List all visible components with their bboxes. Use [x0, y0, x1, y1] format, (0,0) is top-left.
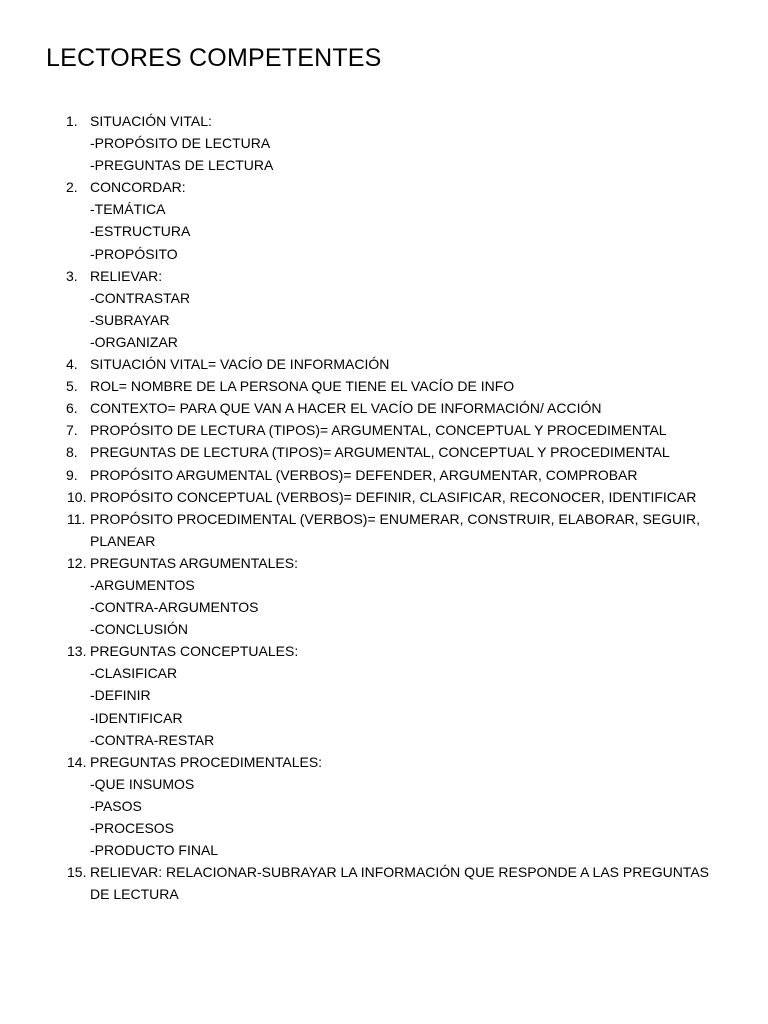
list-item — [0, 441, 768, 463]
list-item-text: RELIEVAR: — [90, 267, 163, 284]
list-subitem: -ARGUMENTOS — [90, 576, 195, 593]
list-item-number: 4. — [66, 356, 78, 373]
list-subitem: -PROCESOS — [90, 820, 175, 836]
list-item — [0, 640, 768, 750]
list-item-number: 15. — [67, 864, 87, 881]
list-item-number: 11. — [67, 510, 86, 527]
list-item-number: 12. — [67, 554, 87, 571]
list-item-number: 5. — [66, 378, 78, 395]
list-item-text: PREGUNTAS PROCEDIMENTALES: — [90, 753, 323, 770]
list-item-text: PROPÓSITO DE LECTURA (TIPOS)= ARGUMENTAL, CONCEPTUAL Y PROCEDIMENTAL — [90, 422, 667, 439]
list-subitem: -CONCLUSIÓN — [90, 621, 189, 638]
numbered-list — [0, 110, 768, 905]
list-item-number: 14. — [67, 753, 87, 770]
list-item — [0, 419, 768, 441]
list-item-text: PROPÓSITO PROCEDIMENTAL (VERBOS)= ENUMERAR, CONSTRUIR, ELABORAR, SEGUIR, PLANEAR — [90, 510, 701, 549]
list-subitem: -CONTRA-ARGUMENTOS — [90, 599, 259, 616]
list-subitem: -IDENTIFICAR — [90, 709, 183, 726]
list-subitem: -CLASIFICAR — [90, 665, 178, 682]
list-item — [0, 176, 768, 264]
list-item — [0, 508, 768, 552]
list-item-text: CONTEXTO= PARA QUE VAN A HACER EL VACÍO DE INFORMACIÓN/ ACCIÓN — [90, 400, 602, 417]
list-subitem: -PROPÓSITO — [90, 245, 178, 262]
list-item-text: PREGUNTAS CONCEPTUALES: — [90, 643, 299, 660]
list-item — [0, 861, 768, 905]
list-item-number: 6. — [66, 400, 78, 417]
list-subitem: -TEMÁTICA — [90, 201, 166, 218]
list-item-number: 3. — [66, 267, 78, 284]
list-item-number: 7. — [66, 422, 78, 439]
list-item-number: 1. — [66, 113, 78, 129]
list-item-text: PROPÓSITO ARGUMENTAL (VERBOS)= DEFENDER, ARGUMENTAR, COMPROBAR — [90, 466, 638, 483]
list-subitem: -PRODUCTO FINAL — [90, 842, 219, 859]
list-item — [0, 397, 768, 419]
list-subitem: -PROPÓSITO DE LECTURA — [90, 135, 271, 152]
list-item — [0, 552, 768, 640]
list-item-number: 10. — [67, 488, 87, 505]
list-item-text: ROL= NOMBRE DE LA PERSONA QUE TIENE EL VACÍO DE INFO — [90, 378, 515, 395]
list-item — [0, 751, 768, 861]
list-subitem: -ORGANIZAR — [90, 333, 178, 350]
list-item-text: PROPÓSITO CONCEPTUAL (VERBOS)= DEFINIR, CLASIFICAR, RECONOCER, IDENTIFICAR — [90, 488, 697, 505]
list-item — [0, 265, 768, 353]
list-subitem: -QUE INSUMOS — [90, 775, 195, 792]
list-item-number: 8. — [66, 444, 78, 461]
list-item-text: CONCORDAR: — [90, 179, 186, 196]
list-item-number: 9. — [66, 466, 78, 483]
list-subitem: -DEFINIR — [90, 687, 151, 704]
list-item-text: PREGUNTAS DE LECTURA (TIPOS)= ARGUMENTAL, CONCEPTUAL Y PROCEDIMENTAL — [90, 444, 670, 461]
list-subitem: -CONTRA-RESTAR — [90, 731, 215, 748]
list-item — [0, 375, 768, 397]
list-item-text: SITUACIÓN VITAL: — [90, 113, 212, 129]
list-subitem: -CONTRASTAR — [90, 289, 191, 306]
list-item — [0, 110, 768, 176]
list-item — [0, 353, 768, 375]
list-subitem: -PREGUNTAS DE LECTURA — [90, 157, 274, 174]
list-subitem: -SUBRAYAR — [90, 311, 170, 328]
list-item-text: SITUACIÓN VITAL= VACÍO DE INFORMACIÓN — [90, 356, 390, 373]
list-item — [0, 486, 768, 508]
list-item-number: 2. — [66, 179, 78, 196]
list-item — [0, 464, 768, 486]
list-item-text: PREGUNTAS ARGUMENTALES: — [90, 554, 298, 571]
page-title: LECTORES COMPETENTES — [46, 44, 382, 72]
list-item-text: RELIEVAR: RELACIONAR-SUBRAYAR LA INFORMACIÓN QUE RESPONDE A LAS PREGUNTAS DE LECTURA — [90, 864, 709, 903]
list-subitem: -ESTRUCTURA — [90, 223, 191, 240]
list-item-number: 13. — [67, 643, 87, 660]
list-subitem: -PASOS — [90, 797, 142, 814]
